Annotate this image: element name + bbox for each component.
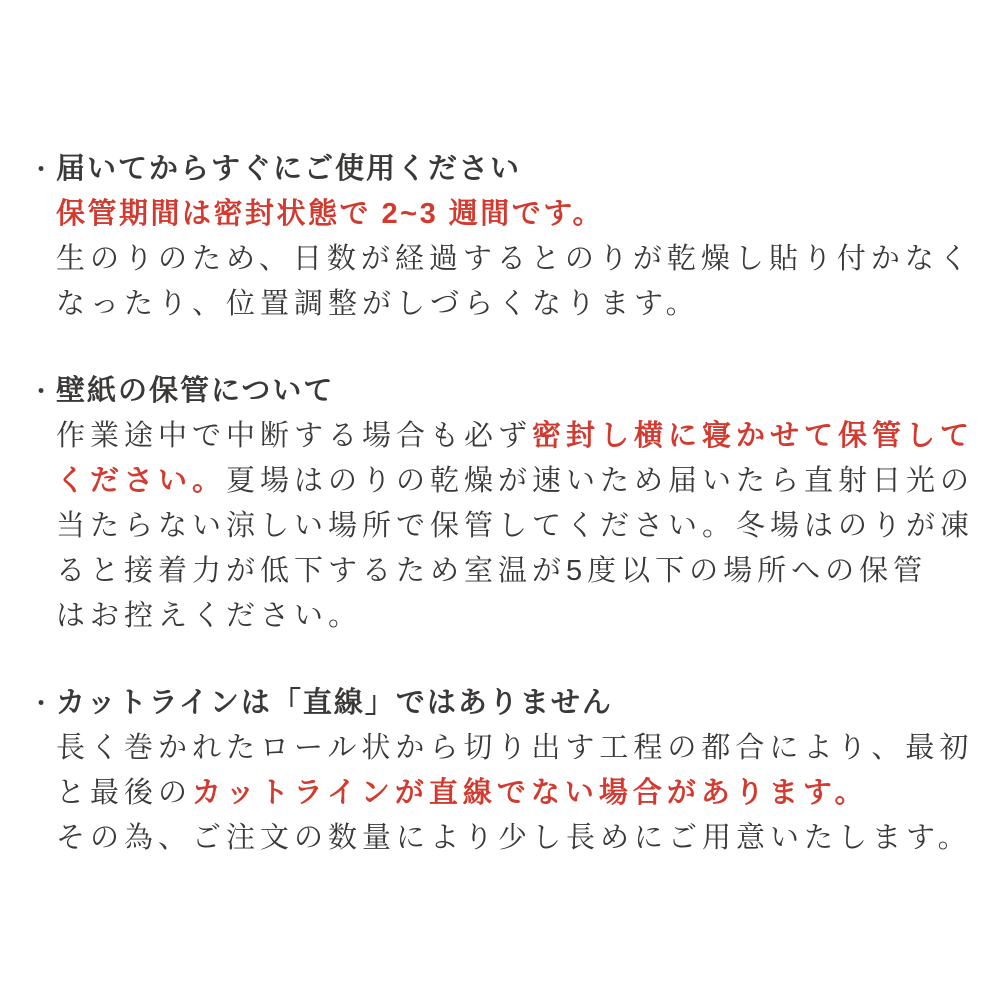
note-heading-text: 届いてからすぐにご使用ください [56, 153, 522, 185]
note-line [56, 237, 980, 282]
text-segment: ると接着力が低下するため室温が5度以下の場所への保管 [56, 555, 928, 587]
note-line [56, 459, 980, 504]
text-segment: 長く巻かれたロール状から切り出す工程の都合により、最初 [56, 732, 974, 764]
note-line [56, 771, 980, 816]
text-segment: 夏場はのりの乾燥が速いため届いたら直射日光の [226, 465, 975, 497]
bullet-icon: ・ [30, 379, 53, 404]
note-block [30, 369, 980, 639]
highlight-text-segment: ください。 [56, 465, 227, 497]
text-segment: 作業途中で中断する場合も必ず [56, 420, 533, 452]
note-line [56, 504, 980, 549]
note-line [56, 549, 980, 594]
notes-list [30, 147, 980, 861]
note-block [30, 147, 980, 327]
text-segment: その為、ご注文の数量により少し長めにご用意いたします。 [56, 822, 972, 854]
highlight-text-segment: 保管期間は密封状態で 2~3 週間です。 [56, 198, 604, 230]
note-line [56, 816, 980, 861]
text-segment: なったり、位置調整がしづらくなります。 [56, 288, 700, 320]
text-segment: 生のりのため、日数が経過するとのりが乾燥し貼り付かなく [56, 243, 973, 275]
bullet-icon: ・ [30, 157, 53, 182]
note-heading-text: カットラインは「直線」ではありません [56, 687, 613, 719]
highlight-text-segment: カットラインが直線でない場合があります。 [192, 777, 869, 809]
note-heading [30, 147, 980, 192]
highlight-text-segment: 密封し横に寝かせて保管して [532, 420, 975, 452]
note-heading [30, 369, 980, 414]
note-line [56, 192, 980, 237]
note-line [56, 282, 980, 327]
note-block [30, 681, 980, 861]
note-line [56, 726, 980, 771]
note-heading-text: 壁紙の保管について [56, 375, 335, 407]
text-segment: と最後の [56, 777, 193, 809]
text-segment: 当たらない涼しい場所で保管してください。冬場はのりが凍 [56, 510, 975, 542]
bullet-icon: ・ [30, 691, 53, 716]
text-segment: はお控えください。 [56, 600, 363, 632]
note-heading [30, 681, 980, 726]
note-line [56, 594, 980, 639]
note-line [56, 414, 980, 459]
